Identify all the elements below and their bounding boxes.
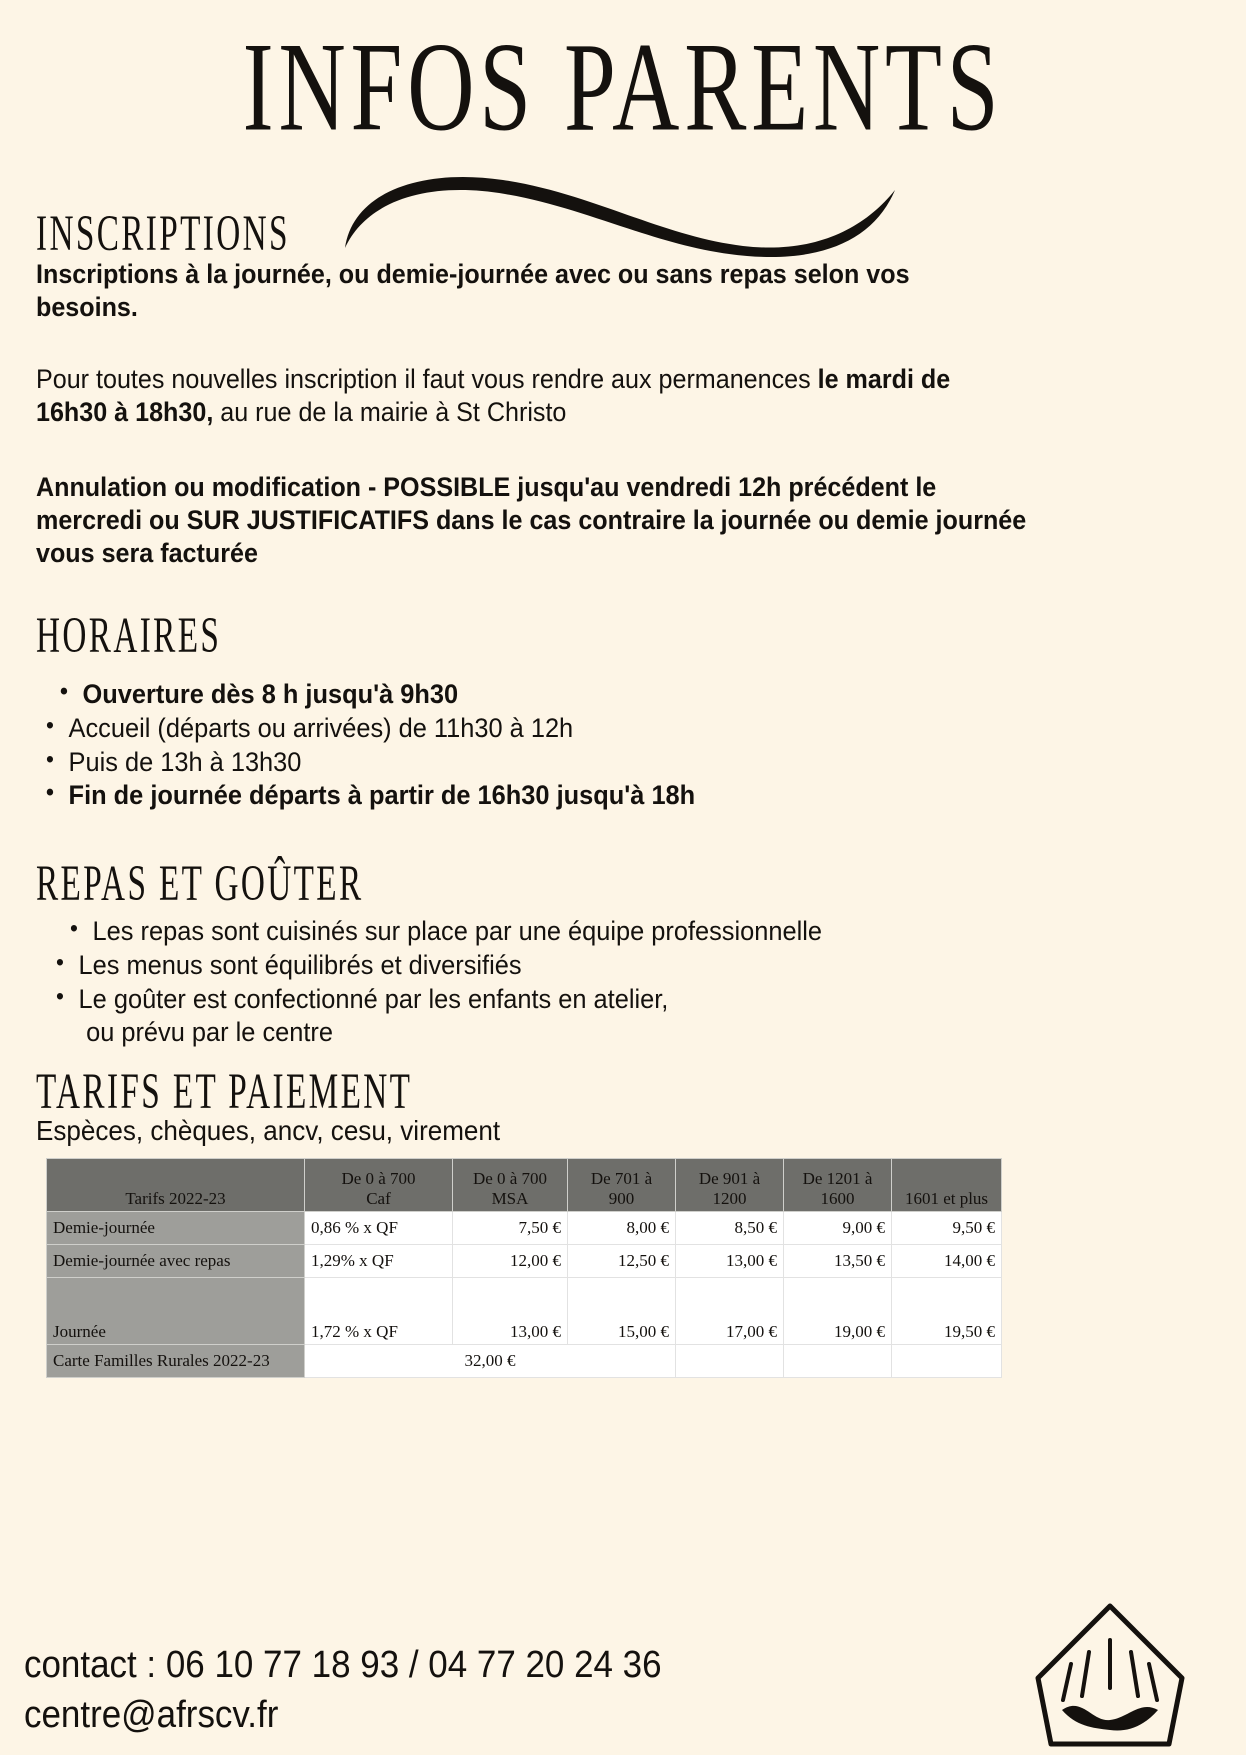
col-header-901-1200-line1: De 901 à bbox=[698, 1168, 761, 1188]
col-header-901-1200 bbox=[676, 1159, 784, 1212]
cell-carte-empty-1 bbox=[676, 1345, 784, 1378]
row-label-carte-familles-rurales: Carte Familles Rurales 2022-23 bbox=[47, 1345, 305, 1378]
table-header bbox=[47, 1159, 1002, 1212]
col-header-caf-line1: De 0 à 700 bbox=[341, 1168, 416, 1188]
col-header-701-900-line2: 900 bbox=[608, 1188, 635, 1208]
contact-email-line: centre@afrscv.fr bbox=[24, 1694, 279, 1737]
page-title: INFOS PARENTS bbox=[242, 16, 1004, 158]
inscriptions-paragraph-2-text bbox=[36, 363, 1022, 429]
horaires-item-1-label: Accueil (départs ou arrivées) de 11h30 à 12h bbox=[68, 712, 574, 743]
col-header-caf bbox=[305, 1159, 453, 1212]
horaires-item-0-label: Ouverture dès 8 h jusqu'à 9h30 bbox=[82, 679, 459, 709]
cell-journee-msa: 15,00 € bbox=[568, 1278, 676, 1345]
inscriptions-paragraph-3-text: Annulation ou modification - POSSIBLE jusqu'au vendredi 12h précédent le mercredi ou SUR JUSTIFICATIFS dans le cas contraire la journée ou demie journée vous sera facturée bbox=[36, 472, 1027, 568]
horaires-list bbox=[0, 678, 1000, 813]
list-item bbox=[56, 949, 990, 983]
horaires-item-3-label: Fin de journée départs à partir de 16h30 jusqu'à 18h bbox=[68, 780, 696, 811]
heading-tarifs: TARIFS ET PAIEMENT bbox=[36, 1063, 413, 1120]
inscriptions-paragraph-2 bbox=[36, 363, 1096, 429]
para2-part2: au rue de la mairie à St Christo bbox=[213, 396, 567, 427]
footer-contact bbox=[24, 1640, 717, 1740]
col-header-901-1200-line2: 1200 bbox=[712, 1188, 747, 1208]
inscriptions-lead bbox=[36, 258, 1082, 324]
para2-part1: Pour toutes nouvelles inscription il faut vous rendre aux permanences bbox=[36, 364, 818, 394]
house-hands-logo-icon bbox=[1030, 1600, 1190, 1750]
contact-phone-line: contact : 06 10 77 18 93 / 04 77 20 24 36 bbox=[24, 1644, 662, 1686]
tarifs-subtitle-text: Espèces, chèques, ancv, cesu, virement bbox=[36, 1115, 501, 1146]
cell-demie-journee-701: 8,50 € bbox=[676, 1212, 784, 1245]
cell-demie-journee-pct: 0,86 % x QF bbox=[305, 1212, 453, 1245]
table-row bbox=[47, 1245, 1002, 1278]
list-item bbox=[46, 746, 943, 780]
list-item bbox=[46, 779, 943, 813]
list-item bbox=[56, 983, 990, 1051]
col-header-1201-1600-line1: De 1201 à bbox=[802, 1168, 873, 1188]
cell-demie-journee-1201: 9,50 € bbox=[892, 1212, 1002, 1245]
repas-item-1-label: Les menus sont équilibrés et diversifiés bbox=[78, 949, 522, 980]
repas-item-2-continuation: ou prévu par le centre bbox=[86, 1017, 333, 1048]
section-inscriptions bbox=[36, 205, 303, 262]
repas-list bbox=[10, 915, 1050, 1050]
horaires-item-2-label: Puis de 13h à 13h30 bbox=[68, 746, 302, 777]
association-logo bbox=[1030, 1600, 1190, 1755]
row-label-journee: Journée bbox=[47, 1278, 305, 1345]
cell-demie-journee-msa: 8,00 € bbox=[568, 1212, 676, 1245]
cell-demie-journee-repas-pct: 1,29% x QF bbox=[305, 1245, 453, 1278]
para2-bold: le mardi de 16h30 à 18h30, bbox=[36, 364, 951, 427]
cell-demie-journee-repas-1201: 14,00 € bbox=[892, 1245, 1002, 1278]
row-label-demie-journee: Demie-journée bbox=[47, 1212, 305, 1245]
repas-bullets bbox=[10, 915, 1050, 1050]
table-row bbox=[47, 1212, 1002, 1245]
cell-demie-journee-caf: 7,50 € bbox=[453, 1212, 568, 1245]
col-header-1601-plus bbox=[892, 1159, 1002, 1212]
tarifs-table-wrap bbox=[46, 1158, 1002, 1378]
section-horaires bbox=[36, 607, 231, 664]
section-repas bbox=[36, 855, 381, 912]
list-item bbox=[46, 712, 943, 746]
cell-journee-1201: 19,50 € bbox=[892, 1278, 1002, 1345]
cell-demie-journee-repas-901: 13,50 € bbox=[784, 1245, 892, 1278]
cell-demie-journee-repas-caf: 12,00 € bbox=[453, 1245, 568, 1278]
col-header-msa bbox=[453, 1159, 568, 1212]
col-header-1601-plus-label: 1601 et plus bbox=[904, 1188, 989, 1208]
heading-inscriptions: INSCRIPTIONS bbox=[36, 205, 290, 262]
col-header-msa-line1: De 0 à 700 bbox=[472, 1168, 548, 1188]
col-header-tarifs-label: Tarifs 2022-23 bbox=[125, 1188, 226, 1208]
cell-demie-journee-901: 9,00 € bbox=[784, 1212, 892, 1245]
cell-demie-journee-repas-msa: 12,50 € bbox=[568, 1245, 676, 1278]
inscriptions-lead-text: Inscriptions à la journée, ou demie-journée avec ou sans repas selon vos besoins. bbox=[36, 259, 910, 322]
heading-repas: REPAS ET GOÛTER bbox=[36, 855, 364, 912]
section-tarifs bbox=[36, 1063, 432, 1120]
cell-demie-journee-repas-701: 13,00 € bbox=[676, 1245, 784, 1278]
repas-item-2-label: Le goûter est confectionné par les enfants en atelier, bbox=[78, 983, 669, 1014]
list-item bbox=[70, 915, 991, 949]
cell-carte-familles-rurales-value: 32,00 € bbox=[305, 1345, 676, 1378]
table-row bbox=[47, 1345, 1002, 1378]
table-body bbox=[47, 1212, 1002, 1378]
table-row bbox=[47, 1278, 1002, 1345]
tarifs-table bbox=[46, 1158, 1002, 1378]
cell-journee-701: 17,00 € bbox=[676, 1278, 784, 1345]
cell-carte-empty-3 bbox=[892, 1345, 1002, 1378]
col-header-701-900-line1: De 701 à bbox=[590, 1168, 653, 1188]
col-header-1201-1600-line2: 1600 bbox=[820, 1188, 855, 1208]
cell-journee-caf: 13,00 € bbox=[453, 1278, 568, 1345]
tarifs-subtitle bbox=[36, 1114, 535, 1148]
col-header-701-900 bbox=[568, 1159, 676, 1212]
row-label-demie-journee-repas: Demie-journée avec repas bbox=[47, 1245, 305, 1278]
list-item bbox=[60, 678, 944, 712]
repas-item-0-label: Les repas sont cuisinés sur place par une équipe professionnelle bbox=[92, 916, 822, 946]
heading-horaires: HORAIRES bbox=[36, 607, 222, 664]
col-header-tarifs bbox=[47, 1159, 305, 1212]
col-header-caf-line2: Caf bbox=[366, 1188, 391, 1208]
horaires-bullets bbox=[0, 678, 1000, 813]
cell-journee-pct: 1,72 % x QF bbox=[305, 1278, 453, 1345]
table-header-row bbox=[47, 1159, 1002, 1212]
cell-carte-empty-2 bbox=[784, 1345, 892, 1378]
col-header-msa-line2: MSA bbox=[491, 1188, 529, 1208]
cell-journee-901: 19,00 € bbox=[784, 1278, 892, 1345]
col-header-1201-1600 bbox=[784, 1159, 892, 1212]
inscriptions-paragraph-3 bbox=[36, 471, 1106, 570]
